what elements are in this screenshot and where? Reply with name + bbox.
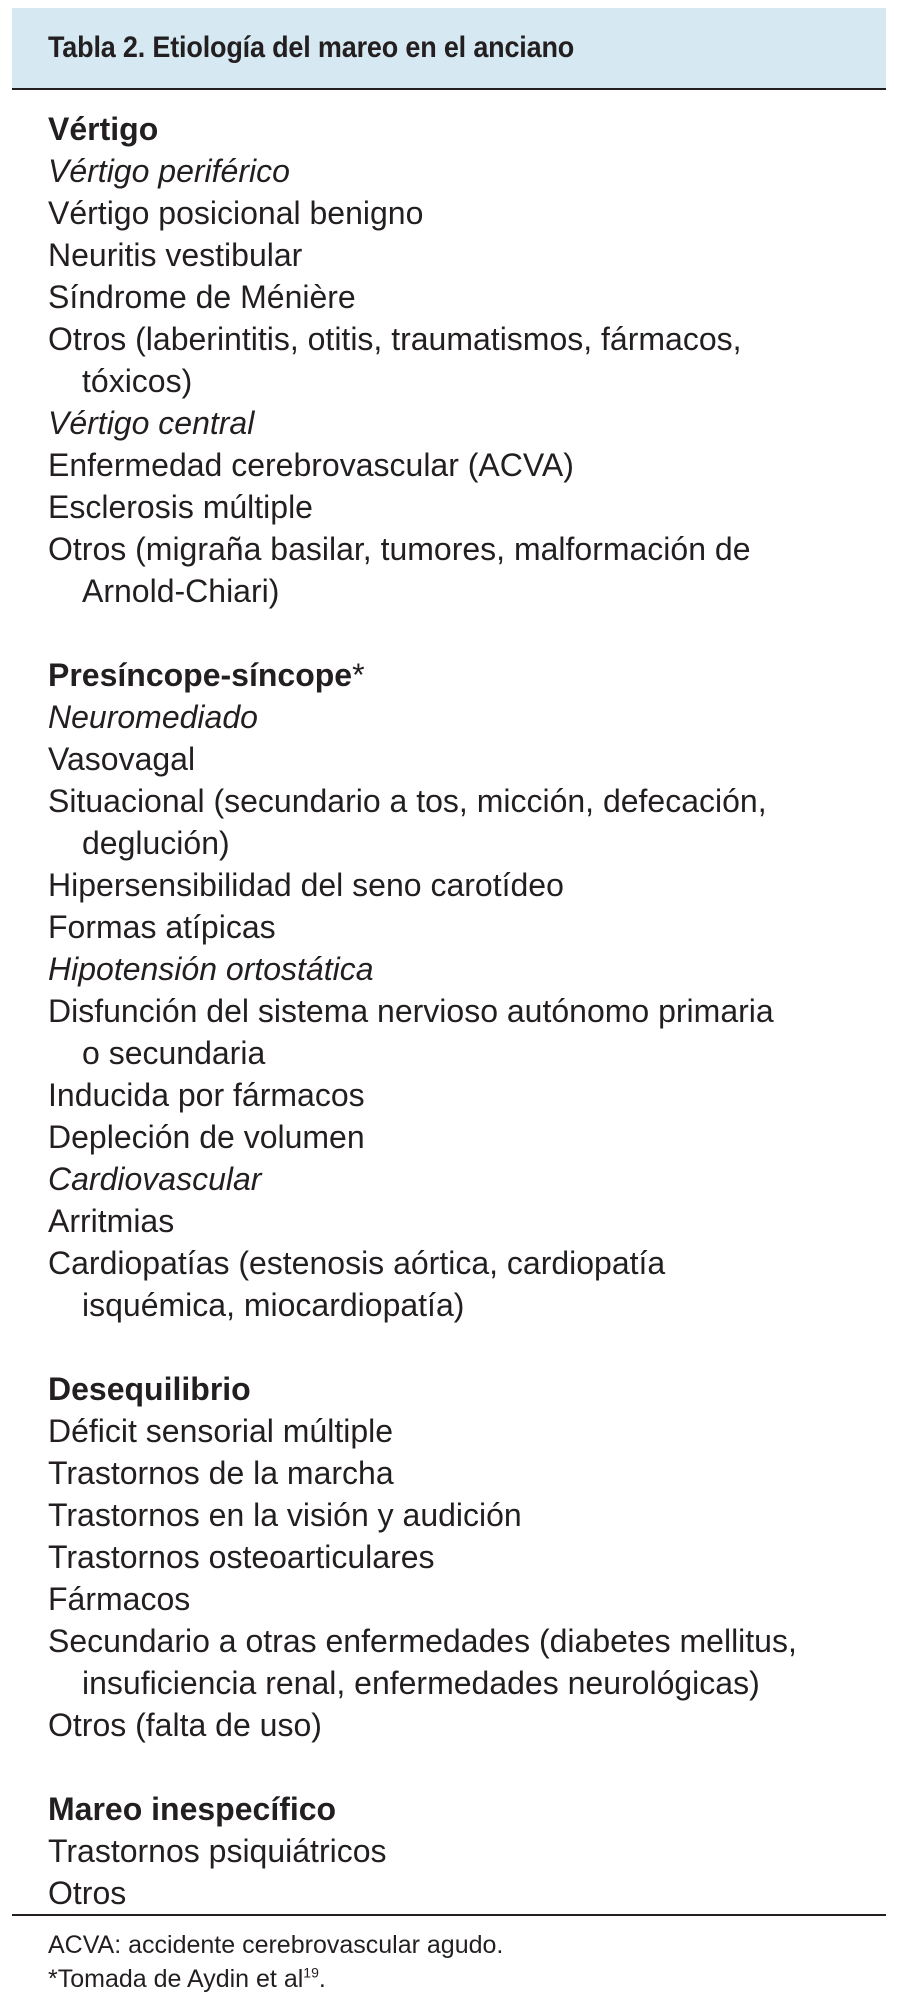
section-heading-text: Presíncope-síncope <box>48 657 353 693</box>
list-item: Secundario a otras enfermedades (diabetes mellitus, <box>48 1623 797 1659</box>
list-item: Trastornos psiquiátricos <box>48 1833 387 1869</box>
list-item: Trastornos en la visión y audición <box>48 1497 522 1533</box>
list-item-continuation: o secundaria <box>82 1035 266 1071</box>
list-item: Vértigo posicional benigno <box>48 195 424 231</box>
list-item: Inducida por fármacos <box>48 1077 365 1113</box>
section-inespecifico <box>48 1788 886 1914</box>
etiology-table <box>12 8 886 2004</box>
list-item: Trastornos osteoarticulares <box>48 1539 435 1575</box>
list-item: Trastornos de la marcha <box>48 1455 394 1491</box>
section-heading: Desequilibrio <box>48 1371 251 1407</box>
subsection-label: Hipotensión ortostática <box>48 951 374 987</box>
list-item: Neuritis vestibular <box>48 237 303 273</box>
list-item: Situacional (secundario a tos, micción, defecación, <box>48 783 767 819</box>
subsection-label: Vértigo central <box>48 405 255 441</box>
list-item-continuation: deglución) <box>82 825 230 861</box>
list-item: Otros (falta de uso) <box>48 1707 322 1743</box>
list-item: Síndrome de Ménière <box>48 279 356 315</box>
list-item: Arritmias <box>48 1203 175 1239</box>
section-presincope <box>48 654 886 1326</box>
list-item: Fármacos <box>48 1581 191 1617</box>
list-item-continuation: Arnold-Chiari) <box>82 573 280 609</box>
list-item: Otros (migraña basilar, tumores, malformación de <box>48 531 751 567</box>
section-vertigo <box>48 108 886 612</box>
footnote-source <box>48 1962 886 1996</box>
list-item: Esclerosis múltiple <box>48 489 313 525</box>
list-item: Hipersensibilidad del seno carotídeo <box>48 867 564 903</box>
section-heading <box>48 654 886 696</box>
section-heading: Vértigo <box>48 111 159 147</box>
table-footer <box>12 1914 886 1996</box>
subsection-label: Vértigo periférico <box>48 153 290 189</box>
list-item: Vasovagal <box>48 741 196 777</box>
table-body <box>12 90 886 1914</box>
list-item-continuation: tóxicos) <box>82 363 193 399</box>
list-item: Formas atípicas <box>48 909 276 945</box>
list-item: Depleción de volumen <box>48 1119 365 1155</box>
footnote-source-text: *Tomada de Aydin et al <box>48 1965 304 1993</box>
section-desequilibrio <box>48 1368 886 1746</box>
list-item: Enfermedad cerebrovascular (ACVA) <box>48 447 574 483</box>
section-heading: Mareo inespecífico <box>48 1791 337 1827</box>
list-item: Cardiopatías (estenosis aórtica, cardiopatía <box>48 1245 666 1281</box>
list-item: Otros <box>48 1875 127 1911</box>
list-item-continuation: insuficiencia renal, enfermedades neurológicas) <box>82 1665 760 1701</box>
list-item: Otros (laberintitis, otitis, traumatismos, fármacos, <box>48 321 742 357</box>
footnote-source-end: . <box>318 1965 326 1993</box>
subsection-label: Neuromediado <box>48 699 258 735</box>
footnote-marker: * <box>352 657 365 693</box>
footnote-abbreviation: ACVA: accidente cerebrovascular agudo. <box>48 1931 504 1959</box>
subsection-label: Cardiovascular <box>48 1161 262 1197</box>
table-title: Tabla 2. Etiología del mareo en el anciano <box>48 31 575 64</box>
reference-number: 19 <box>303 1964 319 1981</box>
list-item: Déficit sensorial múltiple <box>48 1413 394 1449</box>
table-header <box>12 8 886 90</box>
list-item-continuation: isquémica, miocardiopatía) <box>82 1287 465 1323</box>
list-item: Disfunción del sistema nervioso autónomo primaria <box>48 993 774 1029</box>
